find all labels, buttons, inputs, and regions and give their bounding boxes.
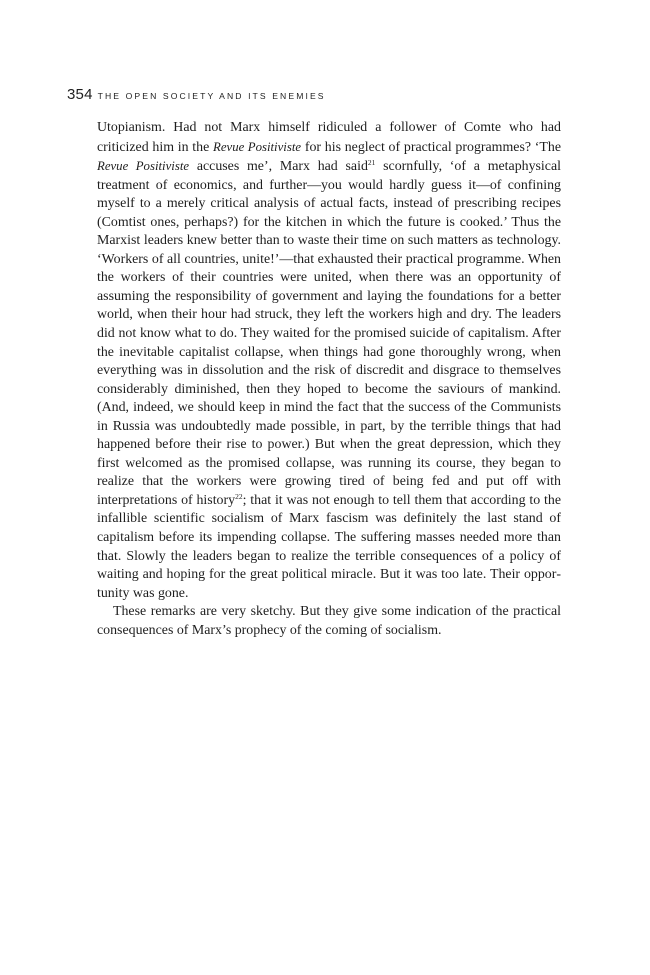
running-head: THE OPEN SOCIETY AND ITS ENEMIES <box>97 91 326 101</box>
footnote-marker: 21 <box>367 158 376 168</box>
text-segment: accuses me’, Marx had said <box>189 159 368 175</box>
body-text <box>97 119 561 640</box>
text-segment: Utopianism. Had not Marx himself ridiculed a follower of Comte who had criticized him in the <box>97 120 561 155</box>
journal-title-italic: Revue Positiviste <box>213 139 302 154</box>
text-segment: for his neglect of practical programmes? ‘The <box>301 139 561 155</box>
paragraph: These remarks are very sketchy. But they give some indication of the practical consequences of Marx’s prophecy of the coming of socialism. <box>97 604 561 638</box>
footnote-marker: 22 <box>235 491 243 501</box>
page-number: 354 <box>67 86 93 103</box>
paragraph <box>97 119 561 603</box>
text-segment: ; that it was not enough to tell them that according to the infallible scientific socialism of Marx fascism was definitely the last stand of capitalism before its impending collapse. The suffering masses needed more than that. Slowly the leaders began to realize the terrible consequences of a policy of waiting and hoping for the great political miracle. But it was too late. Their opportunity was gone. <box>97 492 561 601</box>
journal-title-italic: Revue Positiviste <box>97 159 190 174</box>
page-header <box>67 86 567 106</box>
text-segment: scornfully, ‘of a metaphysical treatment of economics, and further—you would hardly guess it—of confining myself to a merely critical analysis of actual facts, instead of prescribing recipes (Comtist ones, perhaps?) for the kitchen in which the future is cooked.’ Thus the Marxist leaders knew better than to waste their time on such matters as technology. ‘Workers of all countries, unite!’—that exhausted their practical programme. When the workers of their countries were united, when there was an opportunity of assuming the responsibility of government and laying the foundations for a better world, when their hour had struck, they left the workers high and dry. The leaders did not know what to do. They waited for the promised suicide of capitalism. After the inevitable capitalist collapse, when things had gone thoroughly wrong, when everything was in dissolution and the risk of discredit and disgrace to themselves considerably diminished, then they hoped to become the saviours of mankind. (And, indeed, we should keep in mind the fact that the success of the Communists in Russia was undoubtedly made possible, in part, by the terrible things that had happened before their rise to power.) But when the great depression, which they first welcomed as the promised collapse, was running its course, they began to realize that the workers were growing tired of being fed and put off with interpretations of history <box>97 159 561 508</box>
